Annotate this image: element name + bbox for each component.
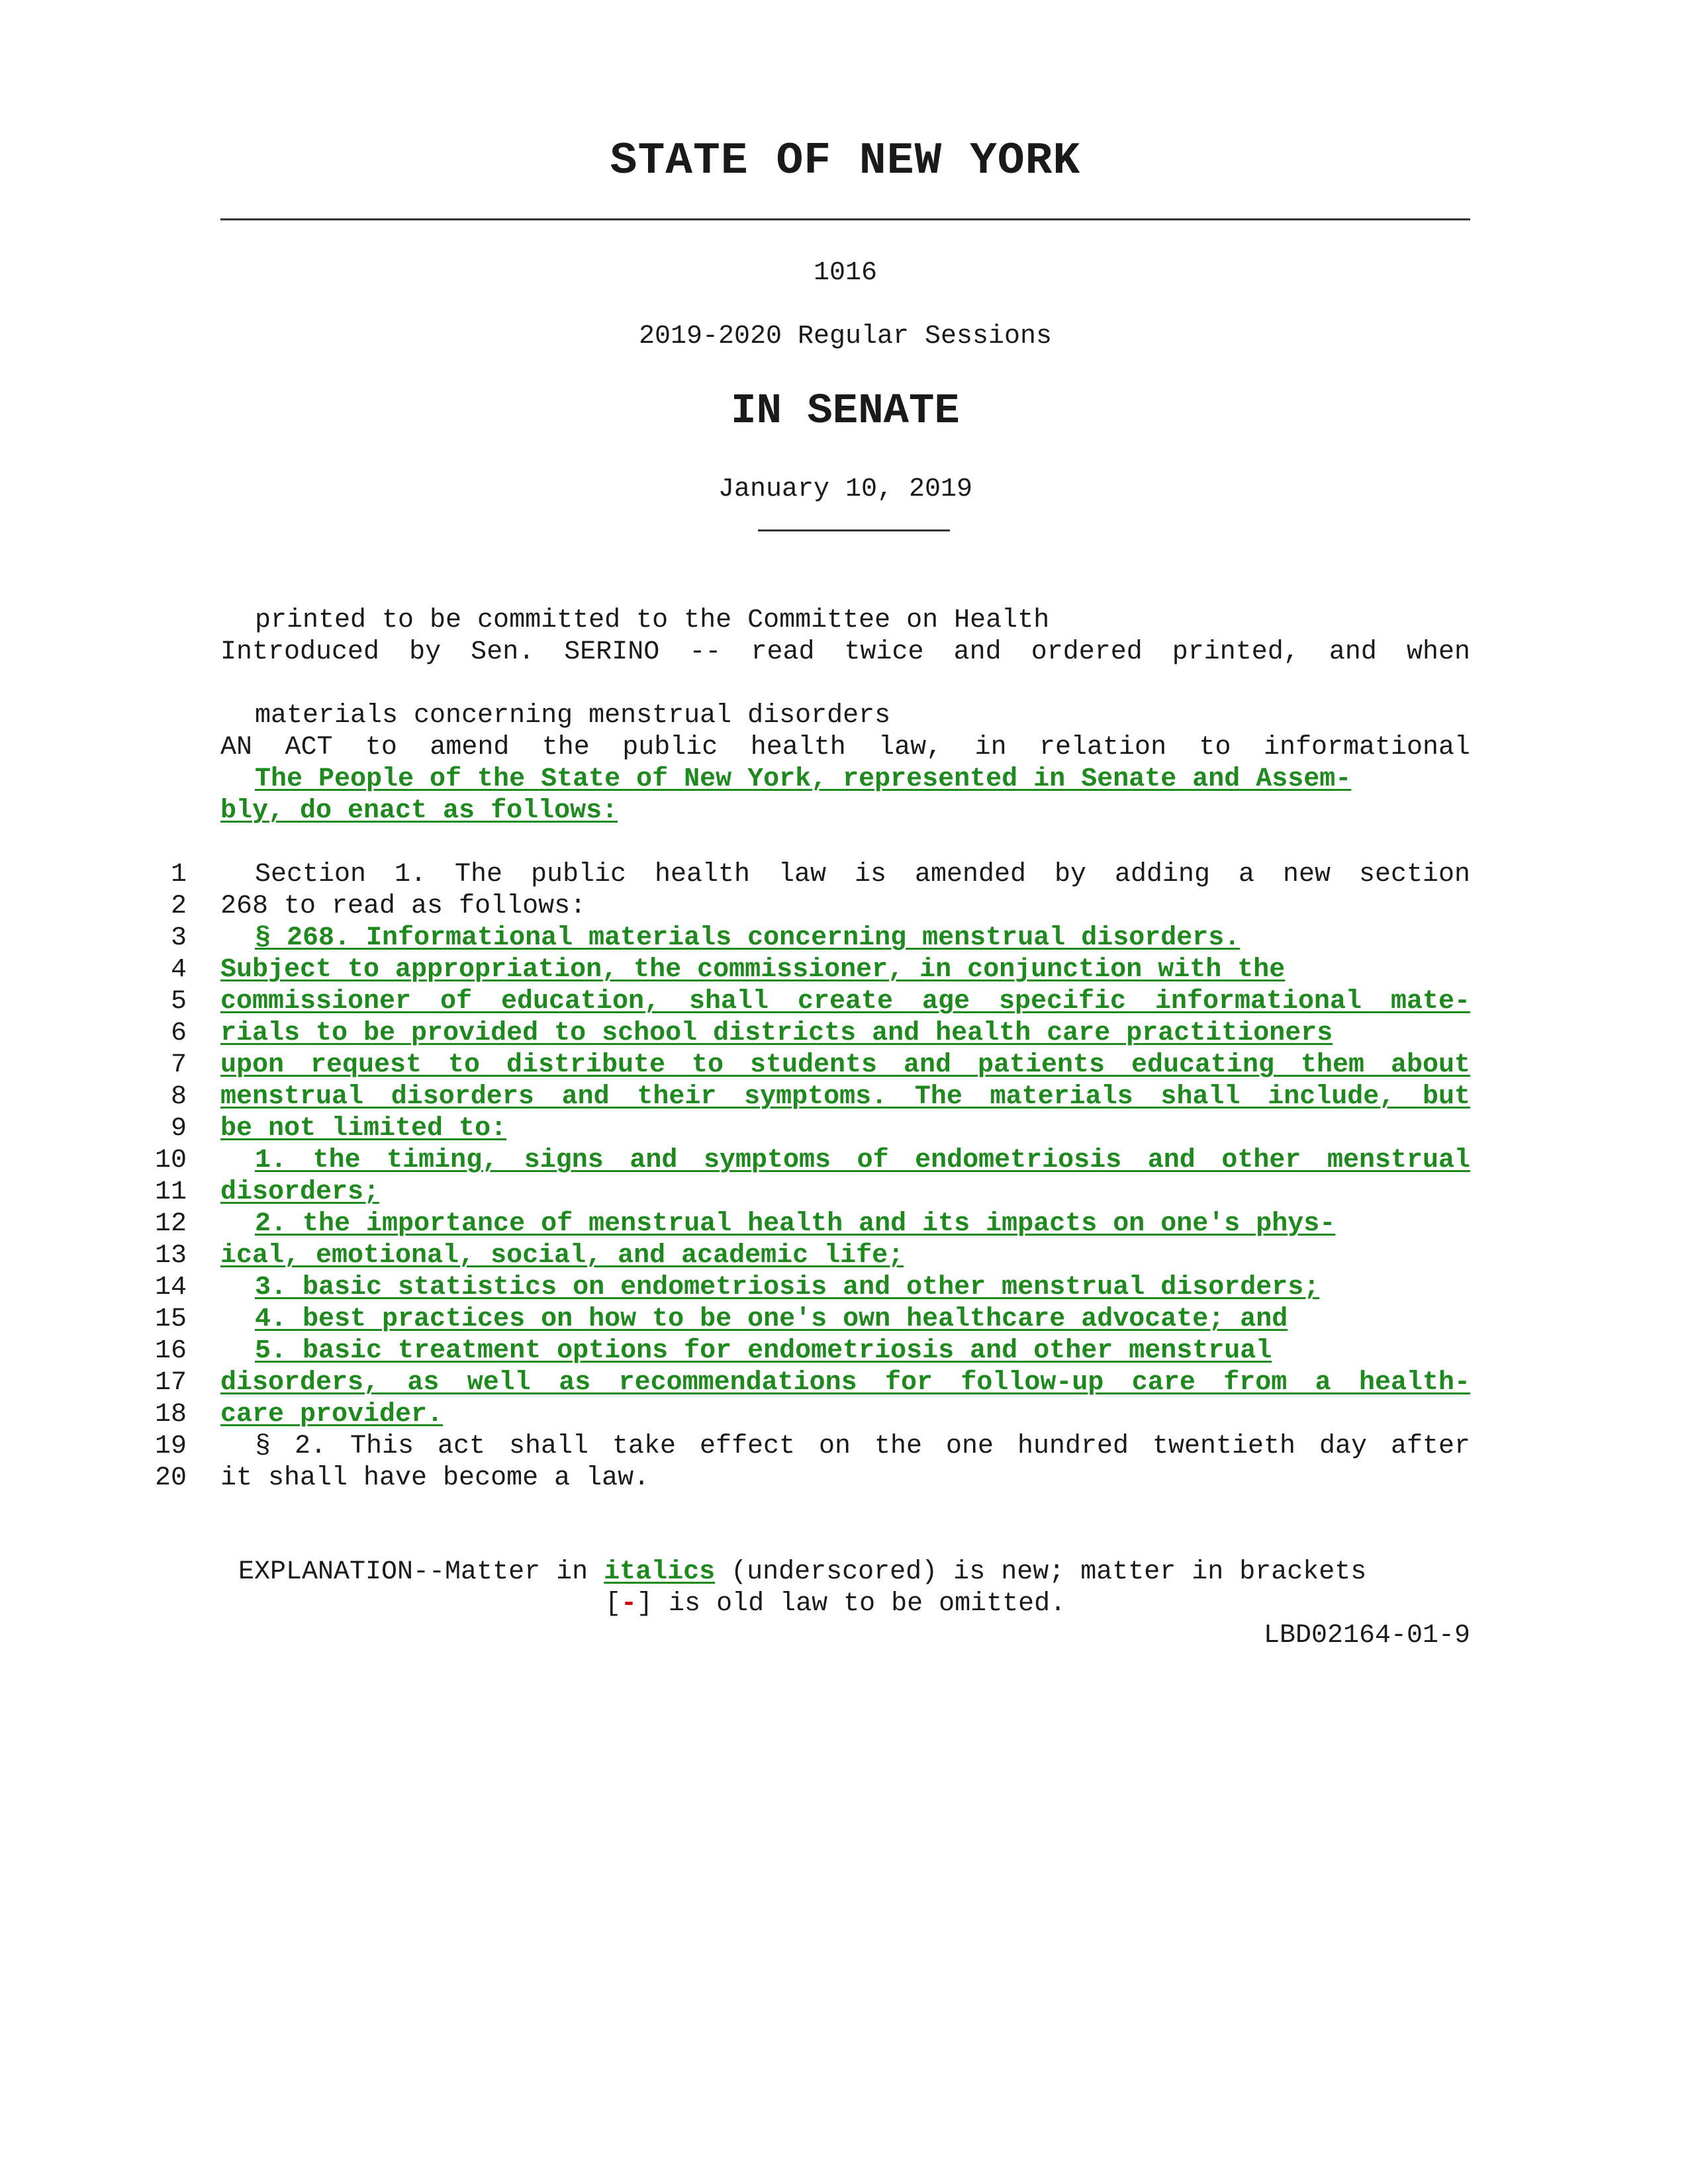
line-number: 2 xyxy=(170,891,187,921)
bill-line: be not limited to: xyxy=(220,1114,507,1144)
bill-line: it shall have become a law. xyxy=(220,1463,650,1493)
omitted-marker: - xyxy=(621,1589,637,1619)
bill-line: ical, emotional, social, and academic life; xyxy=(220,1241,904,1271)
line-number: 7 xyxy=(170,1050,187,1080)
line-number: 8 xyxy=(170,1082,187,1112)
bill-line: 4. best practices on how to be one's own healthcare advocate; and xyxy=(255,1304,1288,1334)
session-label: 2019-2020 Regular Sessions xyxy=(638,322,1053,351)
line-number: 18 xyxy=(154,1400,187,1430)
line-number: 4 xyxy=(170,955,187,985)
line-number: 14 xyxy=(154,1273,187,1302)
line-number: 19 xyxy=(154,1432,187,1461)
line-number: 16 xyxy=(154,1336,187,1366)
state-title: STATE OF NEW YORK xyxy=(610,136,1081,187)
line-number: 6 xyxy=(170,1019,187,1048)
bill-line: commissioner of education, shall create age specific informational mate- xyxy=(220,987,1470,1017)
bill-line: 3. basic statistics on endometriosis and other menstrual disorders; xyxy=(255,1273,1320,1302)
intro-line-2: printed to be committed to the Committee on Health xyxy=(255,606,1050,635)
line-number: 10 xyxy=(154,1146,187,1175)
bill-line: disorders, as well as recommendations for follow-up care from a health- xyxy=(220,1368,1470,1398)
document-code: LBD02164-01-9 xyxy=(1263,1621,1470,1651)
bill-line: Section 1. The public health law is amended by adding a new section xyxy=(255,860,1470,889)
bill-line: § 2. This act shall take effect on the one hundred twentieth day after xyxy=(255,1432,1470,1461)
line-number: 12 xyxy=(154,1209,187,1239)
bill-line: upon request to distribute to students and patients educating them about xyxy=(220,1050,1470,1080)
chamber-title: IN SENATE xyxy=(731,388,960,435)
bill-line: menstrual disorders and their symptoms. The materials shall include, but xyxy=(220,1082,1470,1112)
bill-line: 268 to read as follows: xyxy=(220,891,586,921)
act-line-2: materials concerning menstrual disorders xyxy=(255,701,891,731)
bill-number: 1016 xyxy=(813,258,877,288)
explanation-line-2: [-] is old law to be omitted. xyxy=(605,1589,1066,1619)
bill-line: care provider. xyxy=(220,1400,444,1430)
enacting-line-2: bly, do enact as follows: xyxy=(220,796,618,826)
line-number: 3 xyxy=(170,923,187,953)
bill-date: January 10, 2019 xyxy=(718,475,973,504)
bill-line: 5. basic treatment options for endometriosis and other menstrual xyxy=(255,1336,1272,1366)
header-divider xyxy=(220,218,1470,220)
line-number: 1 xyxy=(170,860,187,889)
bill-line: § 268. Informational materials concerning menstrual disorders. xyxy=(255,923,1241,953)
explanation-line-1: EXPLANATION--Matter in italics (underscored) is new; matter in brackets xyxy=(238,1557,1367,1587)
bill-line: 2. the importance of menstrual health and its impacts on one's phys- xyxy=(255,1209,1336,1239)
bill-line: rials to be provided to school districts and health care practitioners xyxy=(220,1019,1333,1048)
bill-line: disorders; xyxy=(220,1177,380,1207)
line-number: 20 xyxy=(154,1463,187,1493)
line-number: 15 xyxy=(154,1304,187,1334)
bill-line: Subject to appropriation, the commissioner, in conjunction with the xyxy=(220,955,1286,985)
line-number: 17 xyxy=(154,1368,187,1398)
italics-keyword: italics xyxy=(604,1557,716,1587)
line-number: 11 xyxy=(154,1177,187,1207)
date-divider xyxy=(758,529,950,531)
bill-line: 1. the timing, signs and symptoms of endometriosis and other menstrual xyxy=(255,1146,1470,1175)
line-number: 9 xyxy=(170,1114,187,1144)
line-number: 5 xyxy=(170,987,187,1017)
line-number: 13 xyxy=(154,1241,187,1271)
intro-line-1: Introduced by Sen. SERINO -- read twice and ordered printed, and when xyxy=(220,637,1470,667)
act-line-1: AN ACT to amend the public health law, in relation to informational xyxy=(220,733,1470,762)
enacting-line-1: The People of the State of New York, represented in Senate and Assem- xyxy=(255,764,1352,794)
